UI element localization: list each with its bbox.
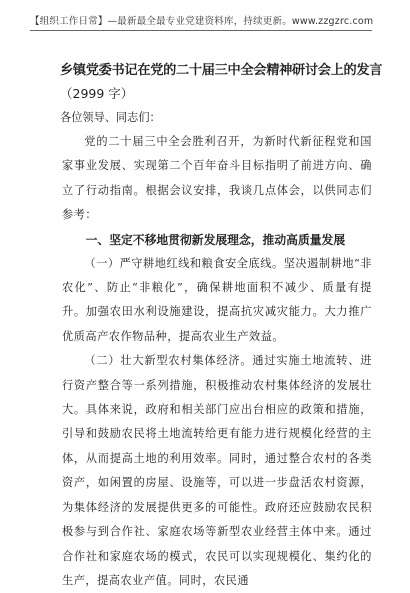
document-body	[60, 60, 383, 593]
intro-paragraph: 党的二十届三中全会胜利召开，为新时代新征程党和国家事业发展、实现第二个百年奋斗目标指明了前进方向、确立了行动指南。根据会议安排，我谈几点体会，以供同志们参考：	[62, 135, 372, 222]
greeting: 各位领导、同志们：	[60, 111, 161, 124]
paragraph-farmland: （一）严守耕地红线和粮食安全底线。坚决遏制耕地“非农化”、防止“非粮化”，确保耕地面积不减少、质量有提升。加强农田水利设施建设，提高抗灾减灾能力。大力推广优质高产农作物品种，提高农业生产效益。	[62, 256, 372, 343]
document-title: 乡镇党委书记在党的二十届三中全会精神研讨会上的发言	[60, 63, 383, 78]
document-header-banner: 【组织工作日常】—最新最全最专业党建资料库，持续更新。www.zzgzrc.com	[30, 16, 374, 27]
word-count: （2999 字）	[60, 86, 134, 101]
section-heading-1: 一、坚定不移地贯彻新发展理念，推动高质量发展	[85, 232, 346, 247]
paragraph-collective-economy: （二）壮大新型农村集体经济。通过实施土地流转、进行资产整合等一系列措施，积极推动农村集体经济的发展壮大。具体来说，政府和相关部门应出台相应的政策和措施，引导和鼓励农民将土地流转给更有能力进行规模化经营的主体，从而提高土地的利用效率。同时，通过整合农村的各类资产，如闲置的房屋、设施等，可以进一步盘活农村资源，为集体经济的发展提供更多的可能性。政府还应鼓励农民积极参与到合作社、家庭农场等新型农业经营主体中来。通过合作社和家庭农场的模式，农民可以实现规模化、集约化的生产，提高农业产值。同时，农民通	[62, 354, 372, 587]
header-divider	[30, 30, 372, 31]
